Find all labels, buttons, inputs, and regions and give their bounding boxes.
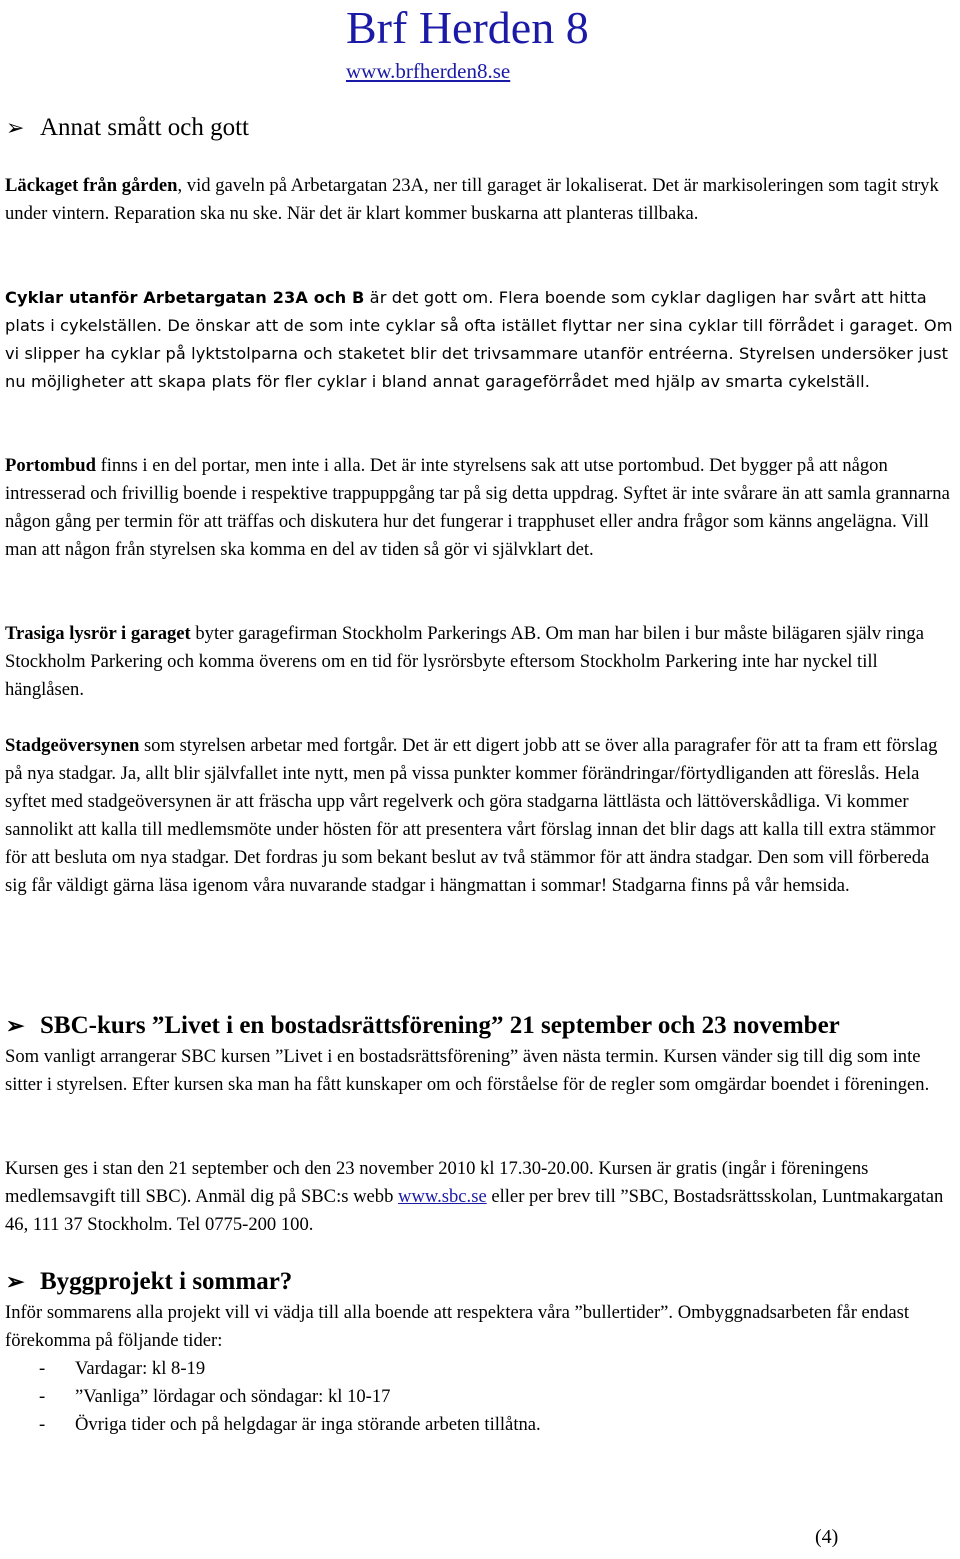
paragraph-lead: Stadgeöversynen [5,735,140,756]
paragraph-lackage [5,172,953,228]
page-number: (4) [815,1526,839,1548]
paragraph-body: finns i en del portar, men inte i alla. Det är inte styrelsens sak att utse portombud. Det bygger på att någon intresserad och frivillig boende i respektive trappuppgång tar på sig detta uppdrag. Syftet är inte svårare än att samla grannarna någon gång per termin för att träffas och diskutera hur det fungerar i trapphuset eller andra frågor som känns angelägna. Vill man att någon från styrelsen ska komma en del av tiden så gör vi självklart det. [5,455,950,560]
paragraph-lead: Cyklar utanför Arbetargatan 23A och B [5,288,365,307]
bullertider-list [5,1355,953,1439]
section-heading-text: SBC-kurs ”Livet i en bostadsrättsförening” 21 september och 23 november [40,1012,840,1039]
paragraph-lead: Portombud [5,455,96,476]
list-item [5,1383,953,1411]
section-heading-text: Annat smått och gott [40,114,249,141]
list-item-text: Vardagar: kl 8-19 [75,1358,206,1379]
paragraph-sbc-intro: Som vanligt arrangerar SBC kursen ”Livet i en bostadsrättsförening” även nästa termin. Kursen vänder sig till dig som inte sitter i styrelsen. Efter kursen ska man ha fått kunskaper om och förståelse för de regler som omgärdar boendet i föreningen. [5,1046,930,1095]
paragraph-body: byter garagefirman Stockholm Parkerings AB. Om man har bilen i bur måste bilägaren själv ringa Stockholm Parkering och komma överens om en tid för lysrörsbyte eftersom Stockholm Parkering inte har nyckel till hänglåsen. [5,623,924,700]
paragraph-body: eller per brev till ”SBC, Bostadsrättsskolan, Luntmakargatan 46, 111 37 Stockholm. Tel 0775-200 100. [5,1186,944,1235]
arrow-bullet-icon: ➢ [6,115,25,140]
section-heading-sbc [6,1010,840,1042]
section-heading-text: Byggprojekt i sommar? [40,1268,293,1295]
paragraph-body: som styrelsen arbetar med fortgår. Det är ett digert jobb att se över alla paragrafer för att ta fram ett förslag på nya stadgar. Ja, allt blir självfallet inte nytt, men på vissa punkter kommer förändringar/förtydliganden att föreslås. Hela syftet med stadgeöversynen är att fräscha upp vårt regelverk och göra stadgarna lättlästa och lättöverskådliga. Vi kommer sannolikt att kalla till medlemsmöte under hösten för att presentera vårt förslag innan det blir dags att kalla till extra stämmor för att besluta om nya stadgar. Det fordras ju som bekant beslut av två stämmor för att ändra stadgar. Den som vill förbereda sig får väldigt gärna läsa igenom våra nuvarande stadgar i hängmattan i sommar! Stadgarna finns på vår hemsida. [5,735,938,896]
paragraph-body: Kursen ges i stan den 21 september och den 23 november 2010 kl 17.30-20.00. Kursen är gratis (ingår i föreningens medlemsavgift till SBC). Anmäl dig på SBC:s webb [5,1158,869,1207]
list-item-text: Övriga tider och på helgdagar är inga störande arbeten tillåtna. [75,1414,541,1435]
arrow-bullet-icon: ➢ [6,1013,25,1038]
list-item [5,1411,953,1439]
paragraph-body: , vid gaveln på Arbetargatan 23A, ner till garaget är lokaliserat. Det är markisoleringen som tagit stryk under vintern. Reparation ska nu ske. När det är klart kommer buskarna att planteras tillbaka. [5,175,939,224]
arrow-bullet-icon: ➢ [6,1269,25,1294]
paragraph-lysror [5,620,953,704]
paragraph-body: är det gott om. Flera boende som cyklar dagligen har svårt att hitta plats i cykelställen. De önskar att de som inte cyklar så ofta istället flyttar ner sina cyklar till förrådet i garaget. Om vi slipper ha cyklar på lyktstolparna och staketet blir det trivsammare utanför entréerna. Styrelsen undersöker just nu möjligheter att skapa plats för fler cyklar i bland annat garageförrådet med hjälp av smarta cykelställ. [5,288,953,391]
paragraph-cyklar [5,284,953,396]
dash-bullet: - [39,1358,46,1379]
newsletter-title: Brf Herden 8 [346,2,589,53]
paragraph-lead: Läckaget från gården [5,175,178,196]
paragraph-sbc-details [5,1155,953,1239]
list-item [5,1355,953,1383]
paragraph-bygg-intro: Inför sommarens alla projekt vill vi vädja till alla boende att respektera våra ”bullertider”. Ombyggnadsarbeten får endast förekomma på följande tider: [5,1302,910,1351]
dash-bullet: - [39,1386,46,1407]
section-heading-annat [6,112,249,144]
paragraph-lead: Trasiga lysrör i garaget [5,623,191,644]
section-heading-bygg [6,1266,292,1298]
website-link[interactable]: www.brfherden8.se [346,59,511,83]
sbc-website-link[interactable]: www.sbc.se [398,1186,487,1207]
dash-bullet: - [39,1414,46,1435]
paragraph-stadgar [5,732,953,900]
paragraph-portombud [5,452,953,564]
list-item-text: ”Vanliga” lördagar och söndagar: kl 10-17 [75,1386,391,1407]
